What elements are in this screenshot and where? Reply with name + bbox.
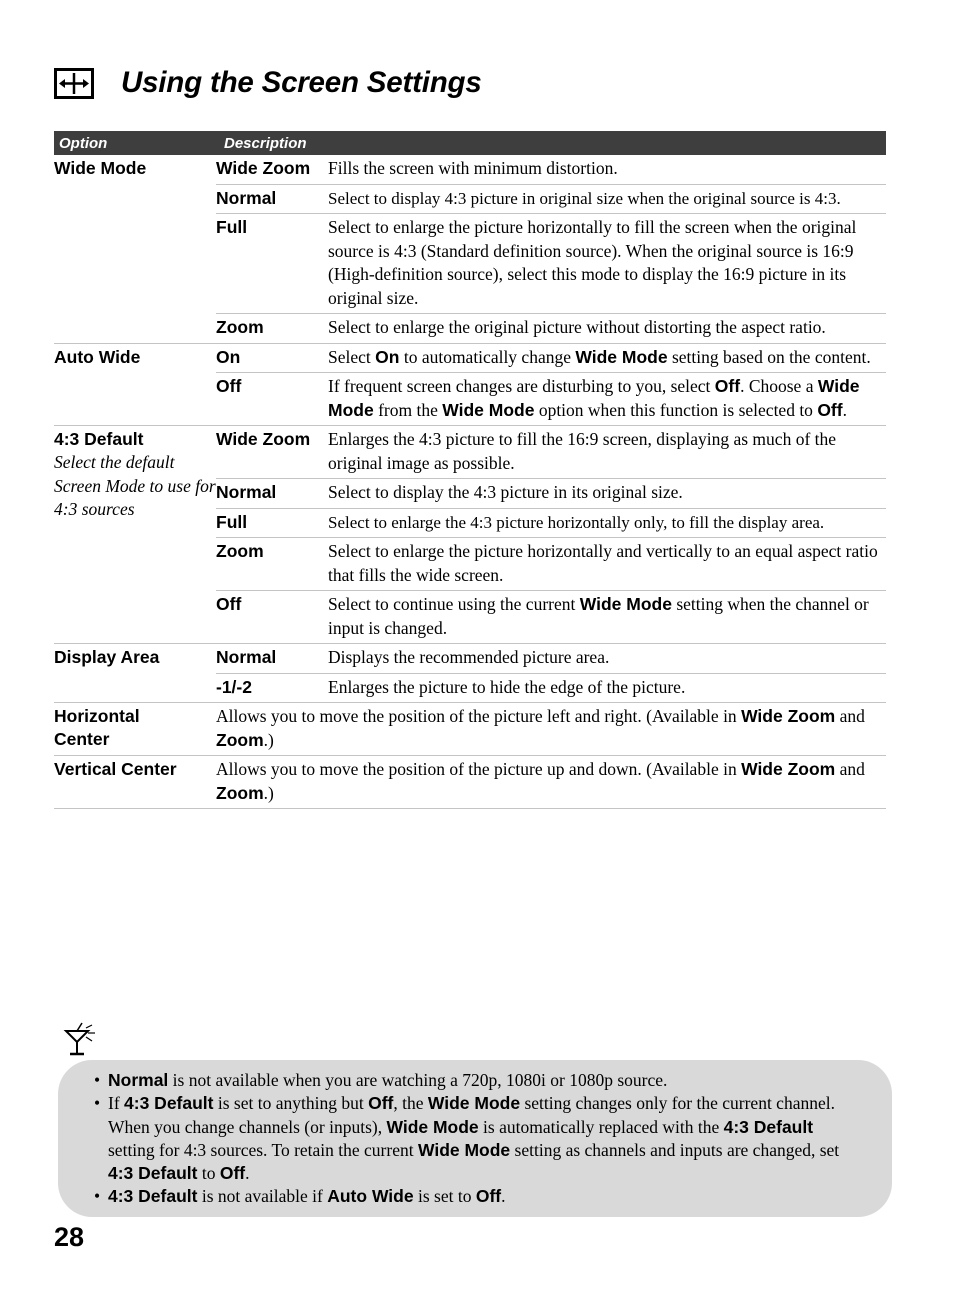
table-row <box>54 343 886 373</box>
page-title: Using the Screen Settings <box>121 66 482 99</box>
option-label: 4:3 Default <box>54 429 144 449</box>
option-description: Allows you to move the position of the picture left and right. (Available in Wide Zoom and Zoom.) <box>216 703 886 756</box>
option-note: Select the default Screen Mode to use for 4:3 sources <box>54 452 216 519</box>
table-row <box>54 756 886 809</box>
option-description: Select to display the 4:3 picture in its original size. <box>328 479 886 509</box>
option-wide-mode: Wide Mode <box>54 158 147 178</box>
option-description: Select to enlarge the picture horizontally to fill the screen when the original source is 4:3 (Standard definition source). When the original source is 16:9 (High-definition source), select this mode to display the 16:9 picture in its original size. <box>328 214 886 314</box>
tip-item: • Normal is not available when you are watching a 720p, 1080i or 1080p source. <box>94 1069 864 1092</box>
option-horizontal-center: Horizontal Center <box>54 703 216 756</box>
option-description: If frequent screen changes are disturbing to you, select Off. Choose a Wide Mode from the Wide Mode option when this function is selected to Off. <box>328 373 886 426</box>
option-description: Displays the recommended picture area. <box>328 644 886 674</box>
screen-settings-table <box>54 131 886 809</box>
sub-option: Wide Zoom <box>216 426 328 479</box>
option-description: Select to enlarge the picture horizontally and vertically to an equal aspect ratio that fills the wide screen. <box>328 538 886 591</box>
sub-option: Off <box>216 591 328 644</box>
sub-option: Full <box>216 214 328 314</box>
sub-option: Normal <box>216 644 328 674</box>
tip-item: • If 4:3 Default is set to anything but Off, the Wide Mode setting changes only for the current channel. When you change channels (or inputs), Wide Mode is automatically replaced with the 4:3 Default setting for 4:3 sources. To retain the current Wide Mode setting as channels and inputs are changed, set 4:3 Default to Off. <box>94 1092 864 1185</box>
sub-option: -1/-2 <box>216 673 328 703</box>
sub-option: On <box>216 343 328 373</box>
option-vertical-center: Vertical Center <box>54 756 216 809</box>
table-row <box>54 644 886 674</box>
table-row <box>54 703 886 756</box>
option-description: Select to display 4:3 picture in original size when the original source is 4:3. <box>328 184 886 214</box>
option-4-3-default <box>54 426 216 644</box>
sub-option: Full <box>216 508 328 538</box>
option-description: Enlarges the 4:3 picture to fill the 16:9 screen, displaying as much of the original image as possible. <box>328 426 886 479</box>
option-description: Select to enlarge the 4:3 picture horizontally only, to fill the display area. <box>328 508 886 538</box>
sub-option: Normal <box>216 184 328 214</box>
tip-item: • 4:3 Default is not available if Auto Wide is set to Off. <box>94 1185 864 1208</box>
option-description: Select to continue using the current Wide Mode setting when the channel or input is changed. <box>328 591 886 644</box>
option-description: Allows you to move the position of the picture up and down. (Available in Wide Zoom and Zoom.) <box>216 756 886 809</box>
tips-list <box>94 1069 864 1209</box>
option-header: Option <box>54 131 216 155</box>
sub-option: Normal <box>216 479 328 509</box>
option-auto-wide: Auto Wide <box>54 343 216 426</box>
table-row <box>54 155 886 184</box>
sub-option: Zoom <box>216 314 328 344</box>
page-number: 28 <box>54 1222 85 1252</box>
table-header-row <box>54 131 886 155</box>
screen-settings-icon <box>54 68 94 99</box>
sub-option: Wide Zoom <box>216 158 311 178</box>
sub-option: Zoom <box>216 538 328 591</box>
description-header: Description <box>216 131 886 155</box>
sub-option: Off <box>216 373 328 426</box>
option-display-area: Display Area <box>54 644 216 703</box>
option-description: Fills the screen with minimum distortion. <box>328 158 618 178</box>
tip-lamp-icon <box>62 1022 102 1058</box>
option-description: Select to enlarge the original picture without distorting the aspect ratio. <box>328 314 886 344</box>
option-description: Select On to automatically change Wide Mode setting based on the content. <box>328 343 886 373</box>
option-description: Enlarges the picture to hide the edge of the picture. <box>328 673 886 703</box>
table-row <box>54 426 886 479</box>
